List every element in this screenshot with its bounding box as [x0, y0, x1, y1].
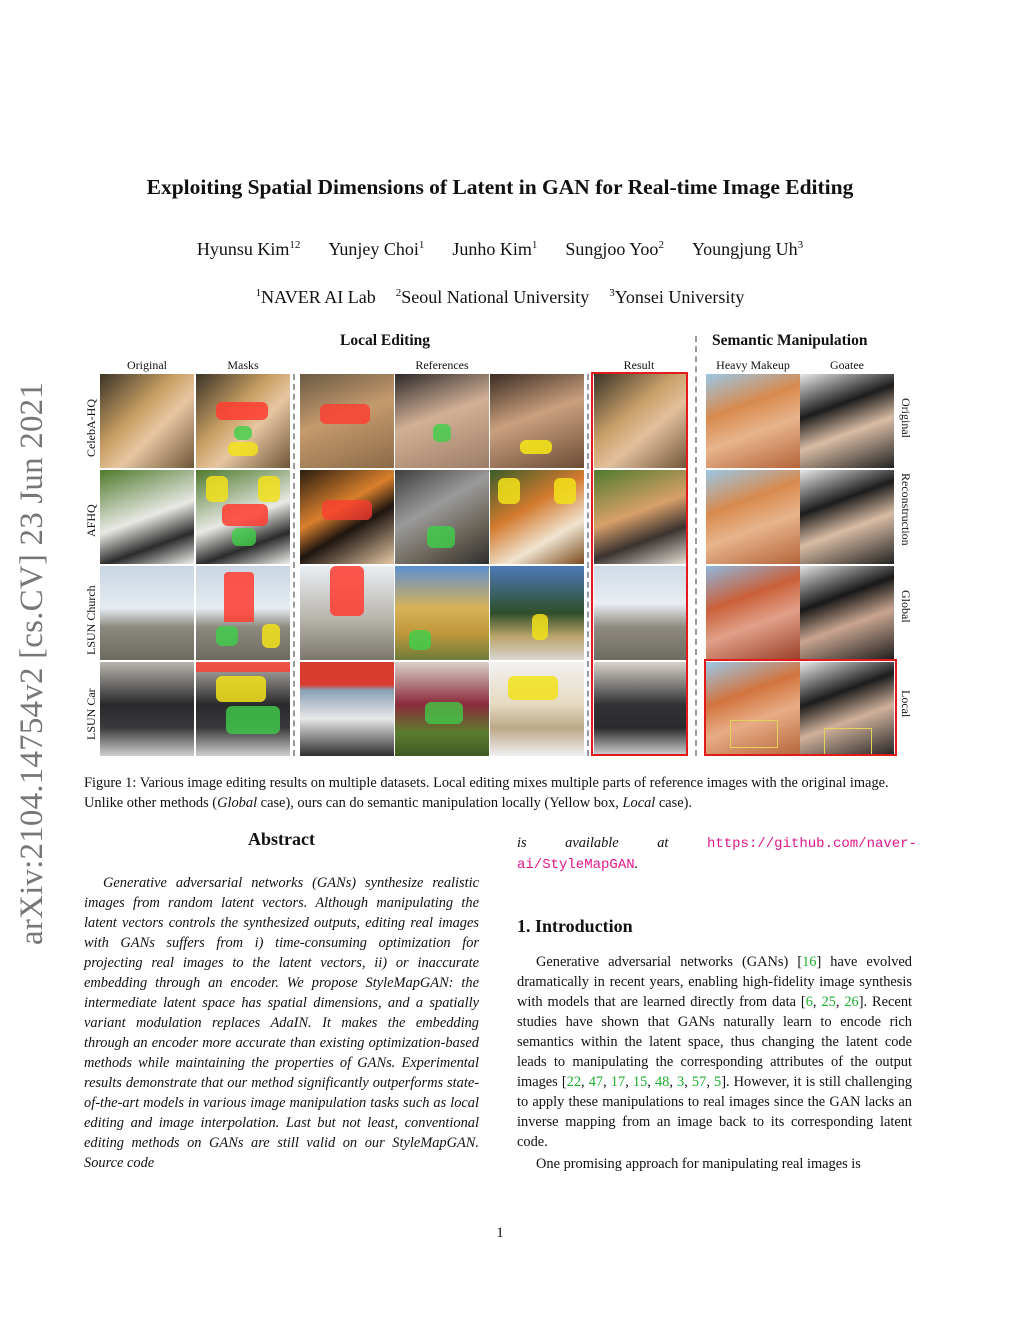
- paper-title: Exploiting Spatial Dimensions of Latent in GAN for Real-time Image Editing: [146, 175, 854, 199]
- image-afhq-ref-2: [395, 470, 489, 564]
- section-heading-introduction: 1. Introduction: [517, 916, 633, 936]
- author-affiliation-mark: 12: [289, 239, 301, 251]
- row-label-lsun-car: LSUN Car: [84, 688, 98, 740]
- image-celeba-masks: [196, 374, 290, 468]
- mask-green: [427, 526, 455, 548]
- separator-masks-references: [293, 374, 295, 756]
- abstract-heading: Abstract: [248, 829, 315, 849]
- mask-red: [224, 572, 254, 622]
- author-affiliation-mark: 3: [797, 239, 804, 251]
- author-affiliation-mark: 2: [658, 239, 664, 251]
- semantic-manipulation-heading: Semantic Manipulation: [712, 332, 868, 349]
- row-label-lsun-church: LSUN Church: [84, 585, 98, 655]
- affiliation: $^2$Seoul National University: [395, 287, 590, 307]
- row-label-celeba: CelebA-HQ: [84, 399, 98, 457]
- local-editing-heading: Local Editing: [340, 332, 431, 349]
- col-header-original: Original: [127, 358, 167, 372]
- author-affiliation-mark: 1: [531, 239, 538, 251]
- image-celeba-original: [100, 374, 194, 468]
- row-label-afhq: AFHQ: [84, 504, 98, 537]
- image-church-original: [100, 566, 194, 660]
- local-highlight-box: [704, 659, 897, 756]
- mask-yellow: [216, 676, 266, 702]
- col-header-heavy-makeup: Heavy Makeup: [716, 358, 790, 372]
- image-makeup-original: [706, 374, 800, 468]
- col-header-result: Result: [623, 358, 655, 372]
- code-link[interactable]: https://github.com/naver-ai/StyleMapGAN: [517, 836, 917, 873]
- citation-link[interactable]: 3: [677, 1074, 685, 1090]
- affiliation: $^3$Yonsei University: [609, 287, 745, 307]
- affiliation-mark: 1: [255, 287, 262, 299]
- mask-yellow: [258, 476, 280, 502]
- mask-green: [232, 528, 256, 546]
- result-highlight-box: [591, 372, 688, 756]
- right-label-local: Local: [899, 690, 913, 718]
- affiliation: $^1$NAVER AI Lab: [255, 287, 376, 307]
- col-header-goatee: Goatee: [830, 358, 864, 372]
- author-list: [0, 239, 1000, 260]
- intro-paragraph-1: Generative adversarial networks (GANs) [16] have evolved dramatically in recent years, enabling high-fidelity image synthesis with models that are learned directly from data [6, 25, 26]. Recent studies have shown that GANs naturally learn to encode rich semantics within the latent space, thus changing the latent code leads to manipulating the corresponding attributes of the output images [22, 47, 17, 15, 48, 3, 57, 5]. However, it is still challenging to apply these manipulations to real images since the GAN lacks an inverse mapping from an image back to its corresponding latent code.: [517, 954, 913, 1150]
- arxiv-identifier: arXiv:2104.14754v2 [cs.CV] 23 Jun 2021: [14, 381, 50, 945]
- citation-link[interactable]: 15: [632, 1074, 648, 1090]
- citation-link[interactable]: 48: [654, 1074, 670, 1090]
- image-makeup-reconstruction: [706, 470, 800, 564]
- citation-link[interactable]: 6: [805, 994, 813, 1010]
- abstract-continuation-text: is available at: [517, 835, 707, 851]
- mask-green: [433, 424, 451, 442]
- citation-link[interactable]: 57: [691, 1074, 707, 1090]
- citation-link[interactable]: 16: [802, 954, 817, 970]
- author-name: Junho Kim$^1$: [452, 239, 538, 259]
- image-celeba-ref-3: [490, 374, 584, 468]
- mask-green: [216, 626, 238, 646]
- mask-yellow: [498, 478, 520, 504]
- author-name: Yunjey Choi$^1$: [328, 239, 425, 259]
- mask-red: [196, 662, 290, 672]
- right-label-reconstruction: Reconstruction: [899, 473, 913, 546]
- image-afhq-ref-3: [490, 470, 584, 564]
- intro-paragraph-2: One promising approach for manipulating real images is: [536, 1156, 861, 1172]
- citation-link[interactable]: 5: [714, 1074, 722, 1090]
- mask-yellow: [532, 614, 548, 640]
- caption-label: Figure 1:: [84, 775, 137, 791]
- abstract-body: Generative adversarial networks (GANs) synthesize realistic images from random latent vectors. Although manipulating the latent vectors controls the synthesized outputs, editing real images with GANs suffers from i) time-consuming optimization for projecting real images to the latent vectors, ii) or inaccurate embedding through an encoder. We propose StyleMapGAN: the intermediate latent space has spatial dimensions, and a spatially variant modulation replaces AdaIN. It makes the embedding through an encoder more accurate than existing optimization-based methods while maintaining the properties of GANs. Experimental results demonstrate that our method significantly outperforms state-of-the-art models in various image manipulation tasks such as local editing and image interpolation. Last but not least, conventional editing methods on GANs are still valid on our StyleMapGAN. Source code: [84, 875, 479, 1171]
- image-church-ref-1: [300, 566, 394, 660]
- author-affiliation-mark: 1: [418, 239, 425, 251]
- image-car-ref-2: [395, 662, 489, 756]
- figure-caption: [84, 774, 916, 813]
- col-header-references: References: [415, 358, 469, 372]
- citation-link[interactable]: 47: [588, 1074, 604, 1090]
- citation-link[interactable]: 22: [566, 1074, 582, 1090]
- separator-references-result: [587, 374, 589, 756]
- image-makeup-global: [706, 566, 800, 660]
- citation-link[interactable]: 26: [844, 994, 859, 1010]
- caption-text: case).: [655, 794, 693, 811]
- mask-green: [425, 702, 463, 724]
- author-name: Hyunsu Kim$^{12}$: [196, 239, 301, 259]
- image-celeba-ref-1: [300, 374, 394, 468]
- mask-yellow: [228, 442, 258, 456]
- image-goatee-reconstruction: [800, 470, 894, 564]
- image-car-masks: [196, 662, 290, 756]
- mask-red: [216, 402, 268, 420]
- caption-text: case), ours can do semantic manipulation locally (Yellow box,: [257, 794, 623, 811]
- image-church-ref-3: [490, 566, 584, 660]
- introduction-body: [517, 952, 912, 1174]
- image-church-ref-2: [395, 566, 489, 660]
- mask-yellow: [508, 676, 558, 700]
- image-afhq-ref-1: [300, 470, 394, 564]
- separator-local-semantic: [695, 336, 697, 756]
- punctuation: .: [634, 856, 639, 872]
- image-car-ref-3: [490, 662, 584, 756]
- col-header-masks: Masks: [227, 358, 259, 372]
- mask-yellow: [554, 478, 576, 504]
- mask-green: [409, 630, 431, 650]
- image-celeba-ref-2: [395, 374, 489, 468]
- affiliation-list: [0, 287, 1000, 308]
- mask-green: [226, 706, 280, 734]
- right-label-global: Global: [899, 590, 913, 623]
- author-name: Youngjung Uh$^3$: [691, 239, 804, 259]
- mask-red: [320, 404, 370, 424]
- citation-link[interactable]: 25: [821, 994, 836, 1010]
- affiliation-mark: 3: [609, 287, 615, 299]
- caption-emphasis: Global: [217, 794, 258, 811]
- image-afhq-masks: [196, 470, 290, 564]
- mask-red: [330, 566, 364, 616]
- image-car-ref-1: [300, 662, 394, 756]
- mask-red: [322, 500, 372, 520]
- mask-red: [222, 504, 268, 526]
- caption-text: Various image editing results on multiple datasets. Local editing mixes multiple parts of reference images with the original image. Unlike other methods (: [84, 775, 889, 811]
- citation-link[interactable]: 17: [610, 1074, 626, 1090]
- mask-yellow: [262, 624, 280, 648]
- right-label-original: Original: [899, 398, 913, 438]
- page-number: 1: [496, 1225, 504, 1241]
- mask-yellow: [520, 440, 552, 454]
- mask-green: [234, 426, 252, 440]
- affiliation-mark: 2: [395, 287, 402, 299]
- image-goatee-global: [800, 566, 894, 660]
- image-afhq-original: [100, 470, 194, 564]
- caption-emphasis: Local: [622, 794, 656, 811]
- author-name: Sungjoo Yoo$^2$: [565, 239, 664, 259]
- image-goatee-original: [800, 374, 894, 468]
- image-car-original: [100, 662, 194, 756]
- image-church-masks: [196, 566, 290, 660]
- abstract-continuation: [517, 833, 917, 875]
- mask-yellow: [206, 476, 228, 502]
